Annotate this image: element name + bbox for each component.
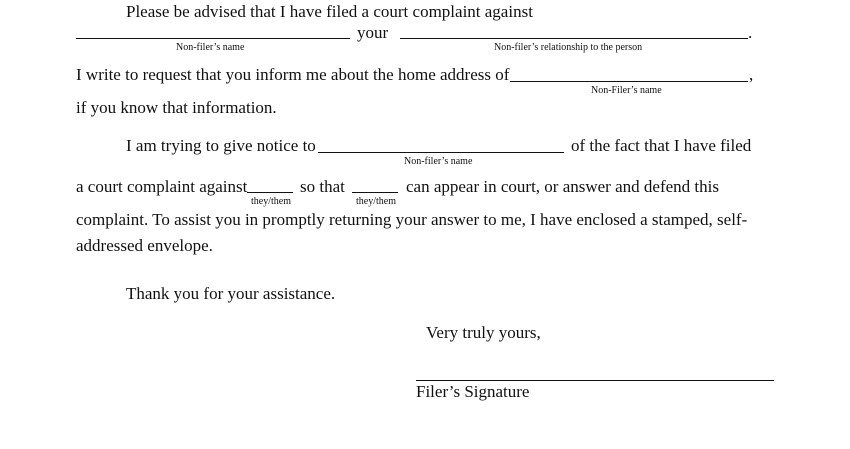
- assist-text: complaint. To assist you in promptly returning your answer to me, I have enclosed a stamped, self-: [76, 210, 748, 229]
- so-that-text: so that: [300, 177, 345, 196]
- pronoun-caption-2: they/them: [356, 196, 396, 207]
- notice-nonfiler-name-field[interactable]: [318, 152, 564, 153]
- your-text: your: [357, 23, 389, 42]
- nonfiler-name-caption: Non-filer’s name: [176, 42, 245, 53]
- filed-text: of the fact that I have filed: [571, 136, 752, 155]
- signature-caption: Filer’s Signature: [416, 382, 530, 401]
- relationship-field[interactable]: [400, 38, 748, 39]
- if-known-text: if you know that information.: [76, 98, 277, 117]
- comma: ,: [749, 65, 754, 84]
- notice-text: I am trying to give notice to: [126, 136, 316, 155]
- request-text: I write to request that you inform me about the home address of: [76, 65, 510, 84]
- nonfiler-name-field[interactable]: [76, 38, 350, 39]
- intro-text: Please be advised that I have filed a court complaint against: [126, 2, 533, 21]
- relationship-caption: Non-filer’s relationship to the person: [494, 42, 643, 53]
- signature-field[interactable]: [416, 380, 774, 381]
- valediction-text: Very truly yours,: [426, 323, 541, 342]
- period: .: [748, 23, 753, 42]
- complaint-against-text: a court complaint against: [76, 177, 248, 196]
- nonfiler-address-name-field[interactable]: [510, 81, 748, 82]
- envelope-text: addressed envelope.: [76, 236, 213, 255]
- pronoun-caption-1: they/them: [251, 196, 291, 207]
- thanks-text: Thank you for your assistance.: [126, 284, 336, 303]
- appear-text: can appear in court, or answer and defend this: [406, 177, 719, 196]
- nonfiler-name-caption-3: Non-filer’s name: [404, 156, 473, 167]
- pronoun-field-1[interactable]: [247, 192, 293, 193]
- nonfiler-name-caption-2: Non-Filer’s name: [591, 85, 662, 96]
- pronoun-field-2[interactable]: [352, 192, 398, 193]
